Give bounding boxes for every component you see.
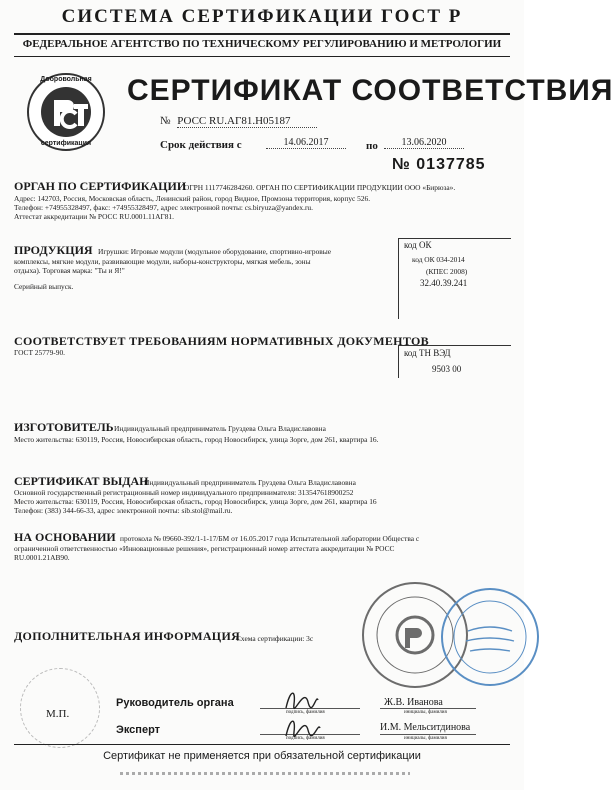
- basis-line-1: протокола № 09660-392/1-1-17/БМ от 16.05.2017 года Испытательной лаборатории Общества с: [120, 534, 420, 543]
- issued-to-line-1: Индивидуальный предприниматель Груздева Ольга Владиславовна: [144, 478, 356, 487]
- conformity-doc: ГОСТ 25779-90.: [14, 348, 65, 357]
- organ-line-2: Адрес: 142703, Россия, Московская область, Ленинский район, город Видное, Промзона территория, корпус 526.: [14, 194, 371, 203]
- manufacturer-line-2: Место жительства: 630119, Россия, Новосибирская область, город Новосибирск, улица Зорге, дом 261, квартира 16.: [14, 435, 379, 444]
- issued-to-line-2: Основной государственный регистрационный номер индивидуального предпринимателя: 313547618900252: [14, 488, 354, 497]
- agency-name: ФЕДЕРАЛЬНОЕ АГЕНТСТВО ПО ТЕХНИЧЕСКОМУ РЕГУЛИРОВАНИЮ И МЕТРОЛОГИИ: [22, 38, 502, 50]
- additional-info-heading: ДОПОЛНИТЕЛЬНАЯ ИНФОРМАЦИЯ: [14, 629, 241, 643]
- product-line-1: Игрушки: Игровые модули (модульное оборудование, спортивно-игровые: [98, 247, 332, 256]
- header-rule-2: [14, 56, 510, 57]
- number-label: №: [160, 115, 171, 127]
- blank-serial-number: № 0137785: [392, 156, 486, 173]
- certificate-title: СЕРТИФИКАТ СООТВЕТСТВИЯ: [127, 74, 613, 107]
- validity-to: 13.06.2020: [384, 137, 464, 149]
- voluntary-certification-logo: [24, 70, 108, 154]
- number-value: РОСС RU.АГ81.Н05187: [177, 115, 317, 128]
- print-imprint-line: [120, 772, 410, 775]
- basis-line-2: ограниченной ответственностью «Инновационные решения», регистрационный номер аттестата аккредитации № РОСС: [14, 544, 395, 553]
- expert-name-caption: инициалы, фамилия: [404, 736, 447, 741]
- certification-scheme: Схема сертификации: 3с: [236, 634, 314, 643]
- certificate-number: [160, 115, 317, 128]
- basis-line-3: RU.0001.21АВ90.: [14, 553, 70, 562]
- organ-heading: ОРГАН ПО СЕРТИФИКАЦИИ: [14, 179, 187, 193]
- certification-system-title: СИСТЕМА СЕРТИФИКАЦИИ ГОСТ Р: [61, 6, 463, 27]
- validity-from: 14.06.2017: [266, 137, 346, 149]
- okp-line-2: (КПЕС 2008): [426, 267, 468, 276]
- product-heading: ПРОДУКЦИЯ: [14, 243, 93, 257]
- issued-to-line-4: Телефон: (383) 344-66-33, адрес электронной почты: sib.stol@mail.ru.: [14, 506, 233, 515]
- organ-line-3: Телефон: +74955328497, факс: +74955328497, адрес электронной почты: cs.biryuza@yandex.ru.: [14, 203, 313, 212]
- expert-name: И.М. Мельситдинова: [380, 722, 471, 733]
- validity-label: Срок действия с: [160, 139, 242, 151]
- product-line-4: Серийный выпуск.: [14, 282, 74, 291]
- tnved-label: код ТН ВЭД: [404, 348, 451, 358]
- footer-rule: [14, 744, 510, 745]
- expert-label: Эксперт: [116, 724, 161, 736]
- expert-name-line: [380, 734, 476, 735]
- okp-label: код ОК: [404, 240, 432, 250]
- okp-line-1: код ОК 034-2014: [412, 255, 465, 264]
- head-signature-caption: подпись, фамилия: [286, 710, 325, 715]
- tnved-value: 9503 00: [432, 364, 462, 374]
- logo-top-text: Добровольная: [40, 76, 92, 83]
- product-line-3: отдыха). Торговая марка: "Ты и Я!": [14, 266, 125, 275]
- head-name: Ж.В. Иванова: [384, 697, 443, 708]
- head-label: Руководитель органа: [116, 697, 234, 709]
- product-line-2: комплексы, мягкие модули, развивающие модули, наборы-конструкторы, мягкая мебель, зоны: [14, 257, 311, 266]
- issued-to-heading: СЕРТИФИКАТ ВЫДАН: [14, 474, 149, 488]
- seal-mp-label: М.П.: [46, 708, 70, 720]
- header-rule: [14, 33, 510, 35]
- issued-to-line-3: Место жительства: 630119, Россия, Новосибирская область, город Новосибирск, улица Зорге, дом 261, квартира 16: [14, 497, 377, 506]
- conformity-heading: СООТВЕТСТВУЕТ ТРЕБОВАНИЯМ НОРМАТИВНЫХ ДОКУМЕНТОВ: [14, 334, 429, 348]
- okp-value: 32.40.39.241: [420, 278, 468, 288]
- footer-disclaimer: Сертификат не применяется при обязательной сертификации: [103, 750, 421, 762]
- basis-heading: НА ОСНОВАНИИ: [14, 530, 116, 544]
- expert-signature-caption: подпись, фамилия: [286, 736, 325, 741]
- manufacturer-line-1: Индивидуальный предприниматель Груздева Ольга Владиславовна: [114, 424, 326, 433]
- organ-line-4: Аттестат аккредитации № РОСС RU.0001.11АГ81.: [14, 212, 174, 221]
- manufacturer-heading: ИЗГОТОВИТЕЛЬ: [14, 420, 114, 434]
- validity-to-label: по: [366, 140, 378, 152]
- organ-line-1: ОГРН 1117746284260. ОРГАН ПО СЕРТИФИКАЦИИ ПРОДУКЦИИ ООО «Бирюза».: [184, 183, 456, 192]
- blue-stamp-icon: [438, 585, 522, 689]
- logo-bottom-text: сертификация: [40, 140, 92, 147]
- head-name-caption: инициалы, фамилия: [404, 710, 447, 715]
- head-name-line: [380, 708, 476, 709]
